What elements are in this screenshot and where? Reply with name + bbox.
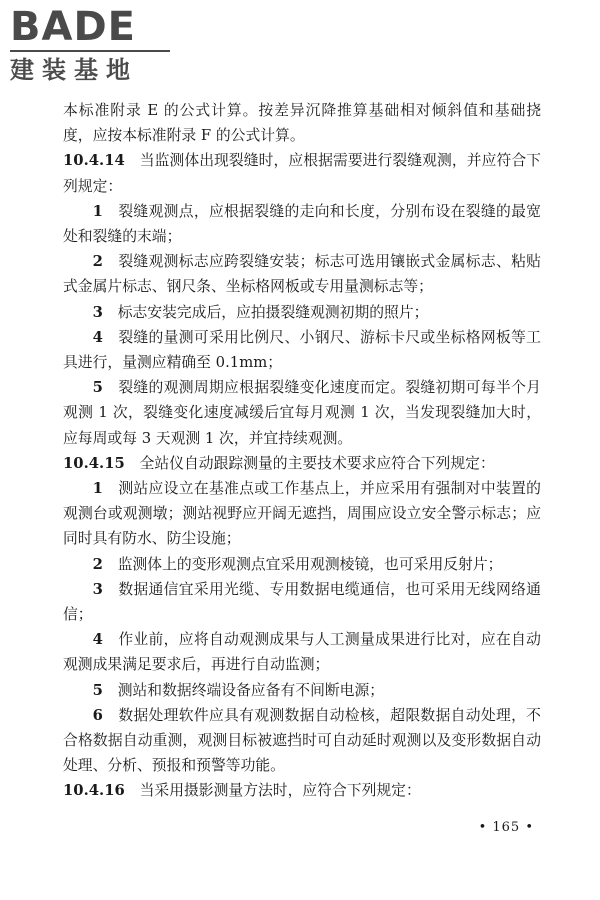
logo-subtitle: 建装基地 bbox=[10, 56, 138, 84]
item-number: 2 bbox=[92, 555, 103, 573]
list-item: 4 作业前，应将自动观测成果与人工测量成果进行比对，应在自动观测成果满足要求后，再进行自动监测； bbox=[63, 631, 541, 674]
document-body bbox=[63, 98, 541, 804]
clause-10-4-14: 10.4.14 当监测体出现裂缝时，应根据需要进行裂缝观测，并应符合下列规定： bbox=[63, 152, 541, 195]
item-number: 5 bbox=[92, 681, 103, 699]
item-number: 1 bbox=[92, 480, 103, 498]
list-item: 3 数据通信宜采用光缆、专用数据电缆通信，也可采用无线网络通信； bbox=[63, 580, 541, 624]
list-item: 5 测站和数据终端设备应备有不间断电源； bbox=[92, 681, 385, 699]
list-item: 1 裂缝观测点，应根据裂缝的走向和长度，分别布设在裂缝的最宽处和裂缝的末端； bbox=[63, 202, 541, 246]
list-item: 5 裂缝的观测周期应根据裂缝变化速度而定。裂缝初期可每半个月观测 1 次，裂缝变化速度减缓后宜每月观测 1 次，当发现裂缝加大时，应每周或每 3 天观测 1 次，并宜持续观测。 bbox=[63, 379, 541, 447]
clause-10-4-15: 10.4.15 全站仪自动跟踪测量的主要技术要求应符合下列规定： bbox=[63, 454, 495, 472]
logo-divider bbox=[10, 50, 170, 52]
item-number: 5 bbox=[92, 379, 103, 397]
clause-number: 10.4.15 bbox=[63, 454, 125, 472]
item-number: 4 bbox=[92, 631, 103, 649]
page-number: • 165 • bbox=[478, 820, 534, 835]
item-number: 3 bbox=[92, 303, 103, 321]
item-number: 3 bbox=[92, 580, 103, 598]
logo-brand-text: BADE bbox=[10, 4, 136, 50]
paragraph-continuation: 本标准附录 E 的公式计算。按差异沉降推算基础相对倾斜值和基础挠度，应按本标准附录 F 的公式计算。 bbox=[63, 102, 541, 145]
brand-logo bbox=[10, 4, 180, 86]
list-item: 4 裂缝的量测可采用比例尺、小钢尺、游标卡尺或坐标格网板等工具进行，量测应精确至 0.1mm； bbox=[63, 328, 541, 372]
clause-number: 10.4.14 bbox=[63, 152, 125, 170]
list-item: 6 数据处理软件应具有观测数据自动检核，超限数据自动处理，不合格数据自动重测，观测目标被遮挡时可自动延时观测以及变形数据自动处理、分析、预报和预警等功能。 bbox=[63, 706, 541, 775]
list-item: 3 标志安装完成后，应拍摄裂缝观测初期的照片； bbox=[92, 303, 429, 321]
list-item: 2 监测体上的变形观测点宜采用观测棱镜，也可采用反射片； bbox=[92, 555, 503, 573]
clause-10-4-16: 10.4.16 当采用摄影测量方法时，应符合下列规定： bbox=[63, 782, 421, 800]
item-number: 4 bbox=[92, 328, 103, 346]
list-item: 1 测站应设立在基准点或工作基点上，并应采用有强制对中装置的观测台或观测墩；测站视野应开阔无遮挡，周围应设立安全警示标志；应同时具有防水、防尘设施； bbox=[63, 480, 541, 548]
item-number: 6 bbox=[92, 706, 103, 724]
item-number: 2 bbox=[92, 253, 103, 271]
list-item: 2 裂缝观测标志应跨裂缝安装；标志可选用镶嵌式金属标志、粘贴式金属片标志、钢尺条、坐标格网板或专用量测标志等； bbox=[63, 253, 541, 296]
item-number: 1 bbox=[92, 202, 103, 220]
clause-number: 10.4.16 bbox=[63, 782, 125, 800]
